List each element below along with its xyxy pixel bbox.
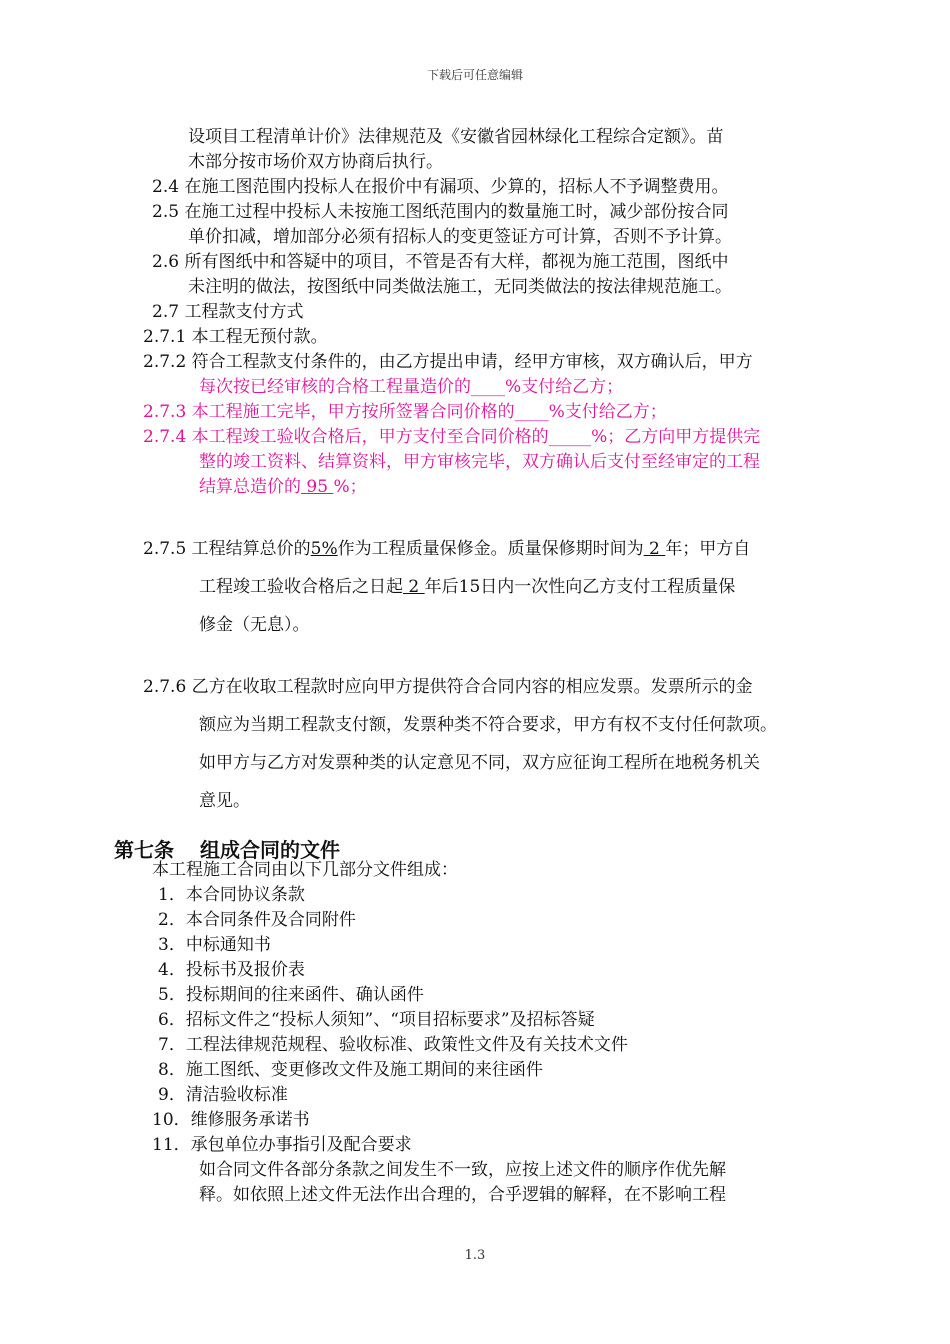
- list-item: 11．承包单位办事指引及配合要求: [152, 1135, 412, 1155]
- clause-2-7-4-cont: 整的竣工资料、结算资料，甲方审核完毕，双方确认后支付至经审定的工程: [199, 452, 760, 472]
- list-item: 2．本合同条件及合同附件: [158, 910, 356, 930]
- clause-2-7-6: 2.7.6 乙方在收取工程款时应向甲方提供符合合同内容的相应发票。发票所示的金: [143, 677, 753, 697]
- article-number: 第七条: [114, 838, 174, 862]
- article-intro: 本工程施工合同由以下几部分文件组成：: [152, 860, 458, 880]
- list-item: 1．本合同协议条款: [158, 885, 305, 905]
- clause-2-7-6-cont: 额应为当期工程款支付额，发票种类不符合要求，甲方有权不支付任何款项。: [199, 715, 777, 735]
- text: 年后15日内一次性向乙方支付工程质量保: [424, 577, 736, 597]
- clause-2-7-6-cont3: 意见。: [199, 791, 250, 811]
- list-item: 10．维修服务承诺书: [152, 1110, 310, 1130]
- list-item: 9．清洁验收标准: [158, 1085, 288, 1105]
- article-tail-cont: 释。如依照上述文件无法作出合理的，合乎逻辑的解释，在不影响工程: [199, 1185, 726, 1205]
- list-item: 4．投标书及报价表: [158, 960, 305, 980]
- clause-2-7-3: 2.7.3 本工程施工完毕，甲方按所签署合同价格的____%支付给乙方；: [143, 402, 667, 422]
- clause-2-7-1: 2.7.1 本工程无预付款。: [143, 327, 328, 347]
- clause-2-7: 2.7 工程款支付方式: [152, 302, 304, 322]
- text-line: 设项目工程清单计价》法律规范及《安徽省园林绿化工程综合定额》。苗: [188, 127, 724, 147]
- list-item: 7．工程法律规范规程、验收标准、政策性文件及有关技术文件: [158, 1035, 628, 1055]
- page-number: 1.3: [464, 1248, 486, 1263]
- article-tail: 如合同文件各部分条款之间发生不一致，应按上述文件的顺序作优先解: [199, 1160, 726, 1180]
- clause-2-5: 2.5 在施工过程中投标人未按施工图纸范围内的数量施工时，减少部份按合同: [152, 202, 729, 222]
- page-header: 下载后可任意编辑: [426, 68, 523, 82]
- clause-2-7-5-cont: [199, 576, 735, 598]
- warranty-years: 2: [643, 539, 666, 559]
- clause-2-7-6-cont2: 如甲方与乙方对发票种类的认定意见不同，双方应征询工程所在地税务机关: [199, 753, 760, 773]
- list-item: 3．中标通知书: [158, 935, 271, 955]
- text: %；: [333, 477, 367, 497]
- clause-2-7-5: [143, 538, 750, 560]
- text-line: 木部分按市场价双方协商后执行。: [188, 152, 443, 172]
- clause-2-6-cont: 未注明的做法，按图纸中同类做法施工，无同类做法的按法律规范施工。: [188, 277, 732, 297]
- list-item: 6．招标文件之“投标人须知”、“项目招标要求”及招标答疑: [158, 1010, 595, 1030]
- payment-years: 2: [403, 577, 425, 597]
- clause-2-7-5-cont2: 修金（无息）。: [199, 615, 310, 635]
- clause-2-7-4-cont2: [199, 476, 367, 498]
- text: 工程竣工验收合格后之日起: [199, 577, 403, 597]
- clause-2-6: 2.6 所有图纸中和答疑中的项目，不管是否有大样，都视为施工范围，图纸中: [152, 252, 729, 272]
- text: 年；甲方自: [665, 539, 751, 559]
- text: 结算总造价的: [199, 477, 301, 497]
- text: 作为工程质量保修金。质量保修期时间为: [337, 539, 644, 559]
- clause-2-4: 2.4 在施工图范围内投标人在报价中有漏项、少算的，招标人不予调整费用。: [152, 177, 729, 197]
- text: 2.7.5 工程结算总价的: [143, 539, 311, 559]
- retention-percent: 5%: [310, 539, 338, 559]
- article-name: 组成合同的文件: [200, 838, 340, 862]
- clause-2-5-cont: 单价扣减，增加部分必须有招标人的变更签证方可计算，否则不予计算。: [188, 227, 732, 247]
- list-item: 8．施工图纸、变更修改文件及施工期间的来往函件: [158, 1060, 543, 1080]
- clause-2-7-2: 2.7.2 符合工程款支付条件的，由乙方提出申请，经甲方审核，双方确认后，甲方: [143, 352, 753, 372]
- clause-2-7-4: 2.7.4 本工程竣工验收合格后，甲方支付至合同价格的_____%；乙方向甲方提供完: [143, 427, 761, 447]
- settlement-percent: 95: [301, 477, 334, 497]
- clause-2-7-2-cont: 每次按已经审核的合格工程量造价的____%支付给乙方；: [199, 377, 624, 397]
- list-item: 5．投标期间的往来函件、确认函件: [158, 985, 424, 1005]
